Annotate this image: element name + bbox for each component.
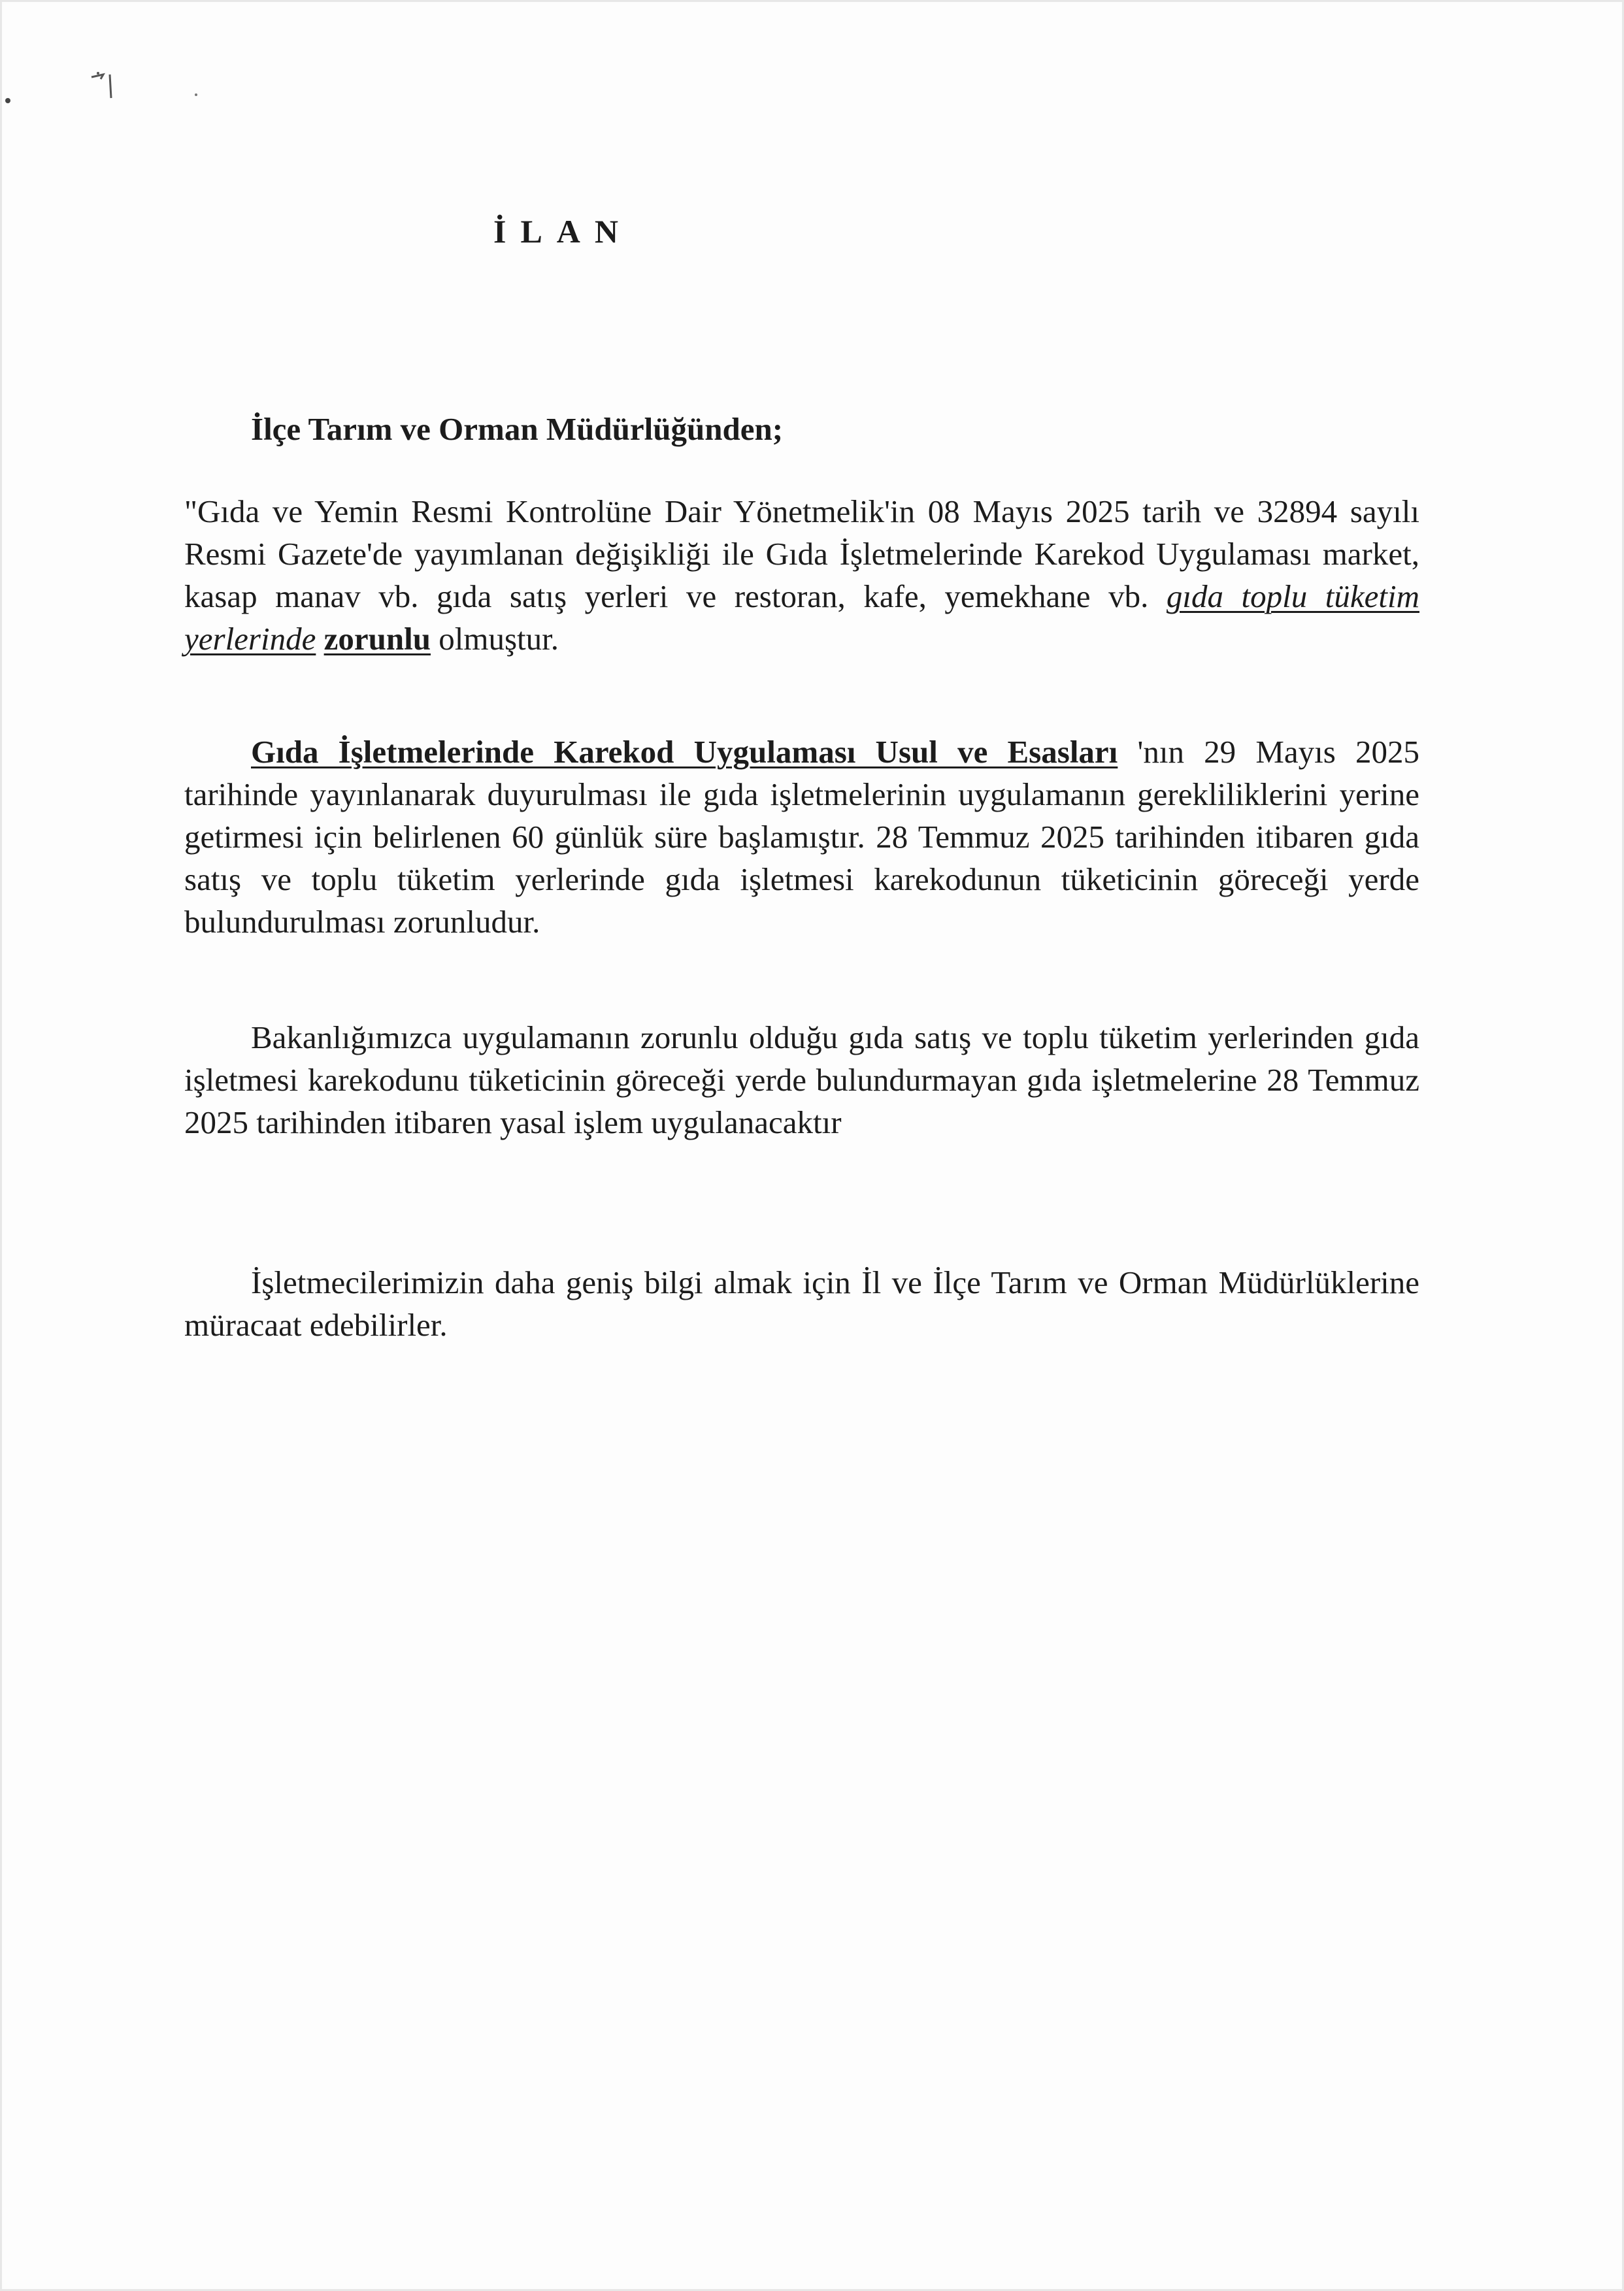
paragraph-1-emphasis-bold: zorunlu [323,621,431,657]
paragraph-1-emphasis-italic: gıda toplu tüketim yerlerinde [184,578,1420,657]
paragraph-enforcement [184,1016,1419,1144]
issuer-heading: İlçe Tarım ve Orman Müdürlüğünden; [251,411,784,447]
paragraph-1-text-a: "Gıda ve Yemin Resmi Kontrolüne Dair Yönetmelik'in 08 Mayıs 2025 tarih ve 32894 sayılı Resmi Gazete'de yayımlanan değişikliği ile Gıda İşletmelerinde Karekod Uygulaması market, kasap manav vb. gıda satış yerleri ve restoran, kafe, yemekhane vb. [184,493,1419,614]
paragraph-3-text: Bakanlığımızca uygulamanın zorunlu olduğu gıda satış ve toplu tüketim yerlerinden gıda işletmesi karekodunu tüketicinin göreceği yerde bulundurmayan gıda işletmelerine 28 Temmuz 2025 tarihinden itibaren yasal işlem uygulanacaktır [184,1019,1419,1140]
procedures-title: Gıda İşletmelerinde Karekod Uygulaması Usul ve Esasları [251,734,1118,770]
scan-specks [0,0,261,131]
paragraph-4-text: İşletmecilerimizin daha geniş bilgi almak için İl ve İlçe Tarım ve Orman Müdürlüklerine müracaat edebilirler. [184,1264,1419,1343]
notice-title: İLAN [493,213,633,250]
paragraph-regulation [184,490,1419,660]
paragraph-deadline [184,731,1419,943]
paragraph-contact [184,1261,1419,1346]
paragraph-2-text: 'nın 29 Mayıs 2025 tarihinde yayınlanarak duyurulması ile gıda işletmelerinin uygulamanın gerekliliklerini yerine getirmesi için belirlenen 60 günlük süre başlamıştır. 28 Temmuz 2025 tarihinden itibaren gıda satış ve toplu tüketim yerlerinde gıda işletmesi karekodunun tüketicinin göreceği yerde bulundurulması zorunludur. [184,734,1420,940]
paragraph-1-text-b: olmuştur. [439,621,559,657]
